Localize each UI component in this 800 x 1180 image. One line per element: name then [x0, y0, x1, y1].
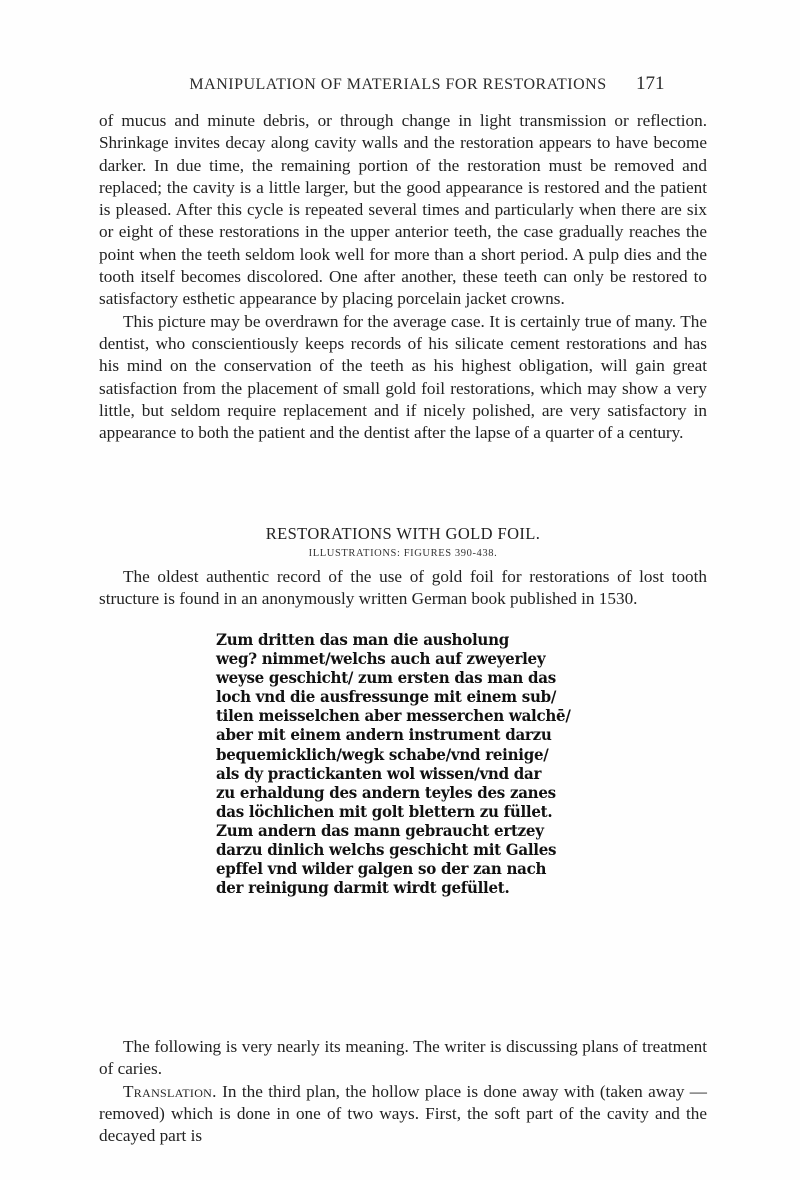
quotation-line: weg? nimmet/welchs auch auf zweyerley — [216, 649, 546, 669]
quotation-line: das löchlichen mit golt blettern zu füllet. — [216, 801, 553, 821]
quotation-line: epffel vnd wilder galgen so der zan nach — [216, 859, 547, 879]
quotation-line: Zum dritten das man die ausholung — [216, 630, 509, 649]
paragraph: The following is very nearly its meaning. The writer is discussing plans of treatment of caries. — [99, 1037, 707, 1079]
intro-text — [99, 566, 707, 611]
body-text-bottom — [99, 1036, 707, 1147]
paragraph: This picture may be overdrawn for the average case. It is certainly true of many. The dentist, who conscientiously keeps records of his silicate cement restorations and has his mind on the conservation of the teeth as his highest obligation, will gain great satisfaction from the placement of small gold foil restorations, which may show a very little, but seldom require replacement and if nicely polished, are very satisfactory in appearance to both the patient and the dentist after the lapse of a quarter of a century. — [99, 311, 707, 443]
body-text-top — [99, 110, 707, 444]
paragraph: of mucus and minute debris, or through change in light transmission or reflection. Shrinkage invites decay along cavity walls and the restoration appears to have become darker. In due time, the remaining portion of the restoration must be removed and replaced; the cavity is a little larger, but the good appearance is restored and the patient is pleased. After this cycle is repeated several times and particularly when there are six or eight of these restorations in the upper anterior teeth, the case gradually reaches the point when the teeth seldom look well for more than a short period. A pulp dies and the tooth itself becomes discolored. One after another, these teeth can only be restored to satisfactory esthetic appearance by placing porcelain jacket crowns. — [99, 111, 707, 309]
quotation-line: zu erhaldung des andern teyles des zanes — [216, 782, 556, 802]
paragraph: The oldest authentic record of the use of gold foil for restorations of lost tooth structure is found in an anonymously written German book published in 1530. — [99, 567, 707, 609]
quotation-line: Zum andern das mann gebraucht ertzey — [216, 820, 544, 840]
translation-paragraph — [99, 1081, 707, 1148]
section-heading: RESTORATIONS WITH GOLD FOIL. — [265, 524, 541, 543]
quotation-line: weyse geschicht/ zum ersten das man das — [216, 668, 556, 688]
quotation-line: loch vnd die ausfressunge mit einem sub/ — [216, 687, 557, 707]
translation-text: In the third plan, the hollow place is done away with (taken away — removed) which is done in one of two ways. First, the soft part of the cavity and the decayed part is — [99, 1081, 707, 1146]
quotation-line: tilen meisselchen aber messerchen walchē/ — [216, 706, 571, 726]
quotation-line: der reinigung darmit wirdt gefüllet. — [216, 878, 510, 898]
page-number: 171 — [636, 73, 665, 94]
quotation-line: bequemicklich/wegk schabe/vnd reinige/ — [216, 744, 549, 764]
quotation-line: darzu dinlich welchs geschicht mit Galles — [216, 840, 557, 860]
translation-lead: Translation. — [123, 1081, 217, 1101]
blackletter-quotation — [216, 630, 569, 897]
running-head: MANIPULATION OF MATERIALS FOR RESTORATIONS — [189, 76, 607, 93]
quotation-line: als dy practickanten wol wissen/vnd dar — [216, 763, 542, 783]
quotation-line: aber mit einem andern instrument darzu — [216, 725, 552, 745]
section-subheading: ILLUSTRATIONS: FIGURES 390-438. — [308, 548, 498, 559]
